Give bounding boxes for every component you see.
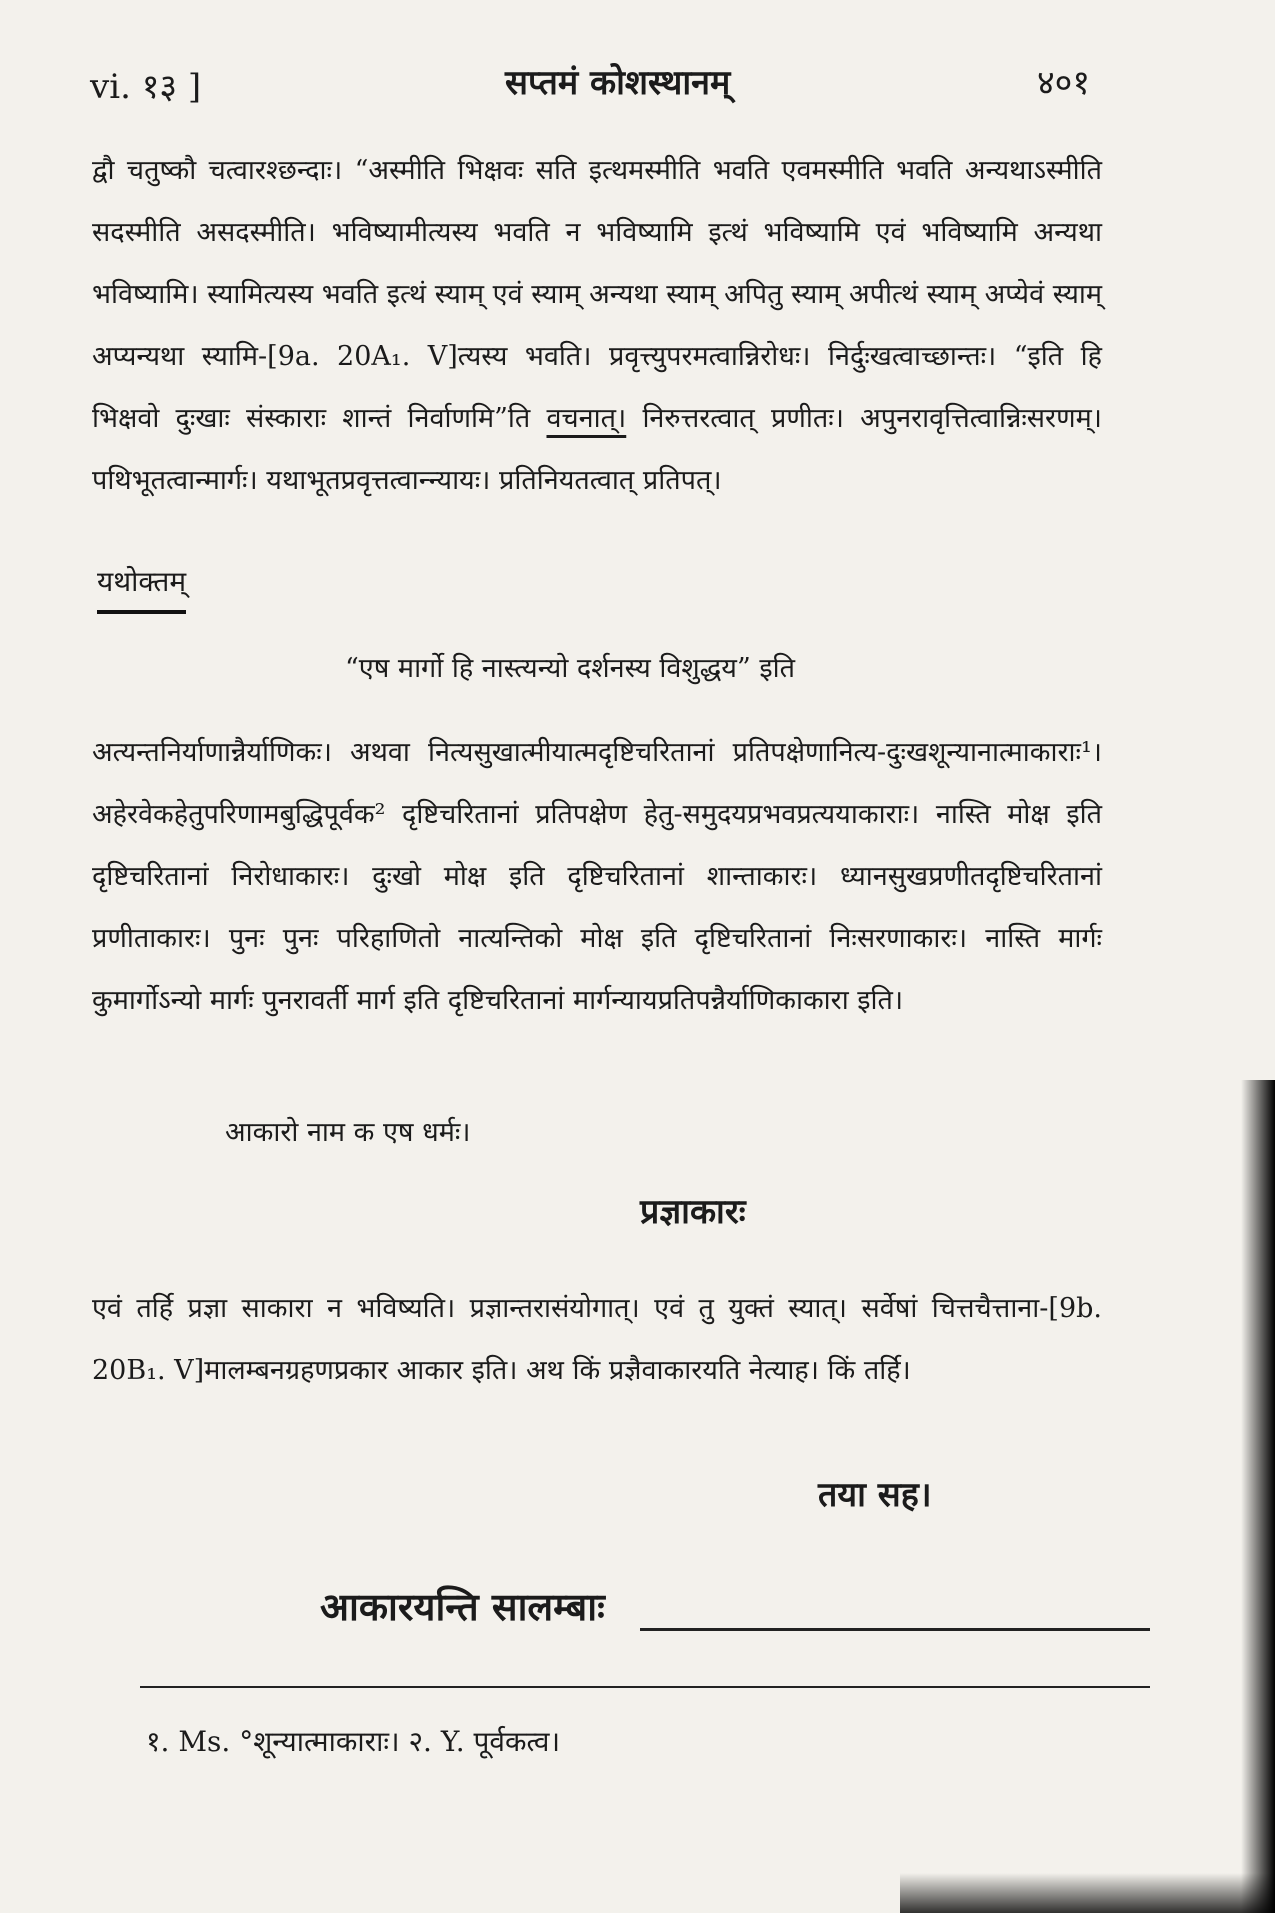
paragraph-2: अत्यन्तनिर्याणान्नैर्याणिकः। अथवा नित्यसुखात्मीयात्मदृष्टिचरितानां प्रतिपक्षेणानित्य-दुःखशून्यानात्माकाराः¹। अहेरवेकहेतुपरिणामबुद्धिपूर्वक² दृष्टिचरितानां प्रतिपक्षेण हेतु-समुदयप्रभवप्रत्ययाकाराः। नास्ति मोक्ष इति दृष्टिचरितानां निरोधाकारः। दुःखो मोक्ष इति दृष्टिचरितानां शान्ताकारः। ध्यानसुखप्रणीतदृष्टिचरितानां प्रणीताकारः। पुनः पुनः परिहाणितो नात्यन्तिको मोक्ष इति दृष्टिचरितानां निःसरणाकारः। नास्ति मार्गः कुमार्गोऽन्यो मार्गः पुनरावर्ती मार्ग इति दृष्टिचरितानां मार्गन्यायप्रतिपन्नैर्याणिकाकारा इति। (92, 737, 1102, 1016)
paragraph-1 (92, 140, 1102, 512)
page-edge-shadow (900, 1873, 1275, 1913)
footnotes: १. Ms. °शून्यात्माकाराः। २. Y. पूर्वकत्व। (146, 1725, 561, 1758)
akaro-question: आकारो नाम क एष धर्मः। (225, 1117, 471, 1148)
paragraph-1-continued: निरुत्तरत्वात् प्रणीतः। अपुनरावृत्तित्वान्निःसरणम्। पथिभूतत्वान्मार्गः। यथाभूतप्रवृत्तत्वान्न्यायः। प्रतिनियतत्वात् प्रतिपत्। (92, 403, 1102, 496)
running-title: सप्तमं कोशस्थानम् (505, 63, 731, 103)
page-number: ४०१ (1036, 63, 1090, 103)
binding-shadow (1241, 1080, 1275, 1913)
section-heading-prajnakara: प्रज्ञाकारः (640, 1192, 746, 1232)
underlined-vacanat: वचनात्। (546, 403, 627, 434)
paragraph-3: एवं तर्हि प्रज्ञा साकारा न भविष्यति। प्रज्ञान्तरासंयोगात्। एवं तु युक्तं स्यात्। सर्वेषां चित्तचैत्ताना-[9b. 20B₁. V]मालम्बनग्रहणप्रकार आकार इति। अथ किं प्रज्ञैवाकारयति नेत्याह। किं तर्हि। (92, 1293, 1102, 1386)
paragraph-1-text: द्वौ चतुष्कौ चत्वारश्छन्दाः। “अस्मीति भिक्षवः सति इत्थमस्मीति भवति एवमस्मीति भवति अन्यथाऽस्मीति सदस्मीति असदस्मीति। भविष्यामीत्यस्य भवति न भविष्यामि इत्थं भविष्यामि एवं भविष्यामि अन्यथा भविष्यामि। स्यामित्यस्य भवति इत्थं स्याम् एवं स्याम् अन्यथा स्याम् अपितु स्याम् अपीत्थं स्याम् अप्येवं स्याम् अप्यन्यथा स्यामि-[9a. 20A₁. V]त्यस्य भवति। प्रवृत्त्युपरमत्वान्निरोधः। निर्दुःखत्वाच्छान्तः। “इति हि भिक्षवो दुःखाः संस्काराः शान्तं निर्वाणमि”ति (92, 155, 1102, 434)
yathoktam-label: यथोक्तम् (97, 562, 186, 614)
footnote-divider (140, 1686, 1150, 1688)
quoted-verse: “एष मार्गो हि नास्त्यन्यो दर्शनस्य विशुद्धय” इति (345, 653, 795, 684)
running-header (90, 58, 1090, 108)
chapter-reference: vi. १३ ] (90, 67, 202, 107)
karika-line: आकारयन्ति सालम्बाः (320, 1584, 605, 1629)
karika-rule (640, 1628, 1150, 1631)
taya-saha-line: तया सह। (818, 1475, 932, 1515)
